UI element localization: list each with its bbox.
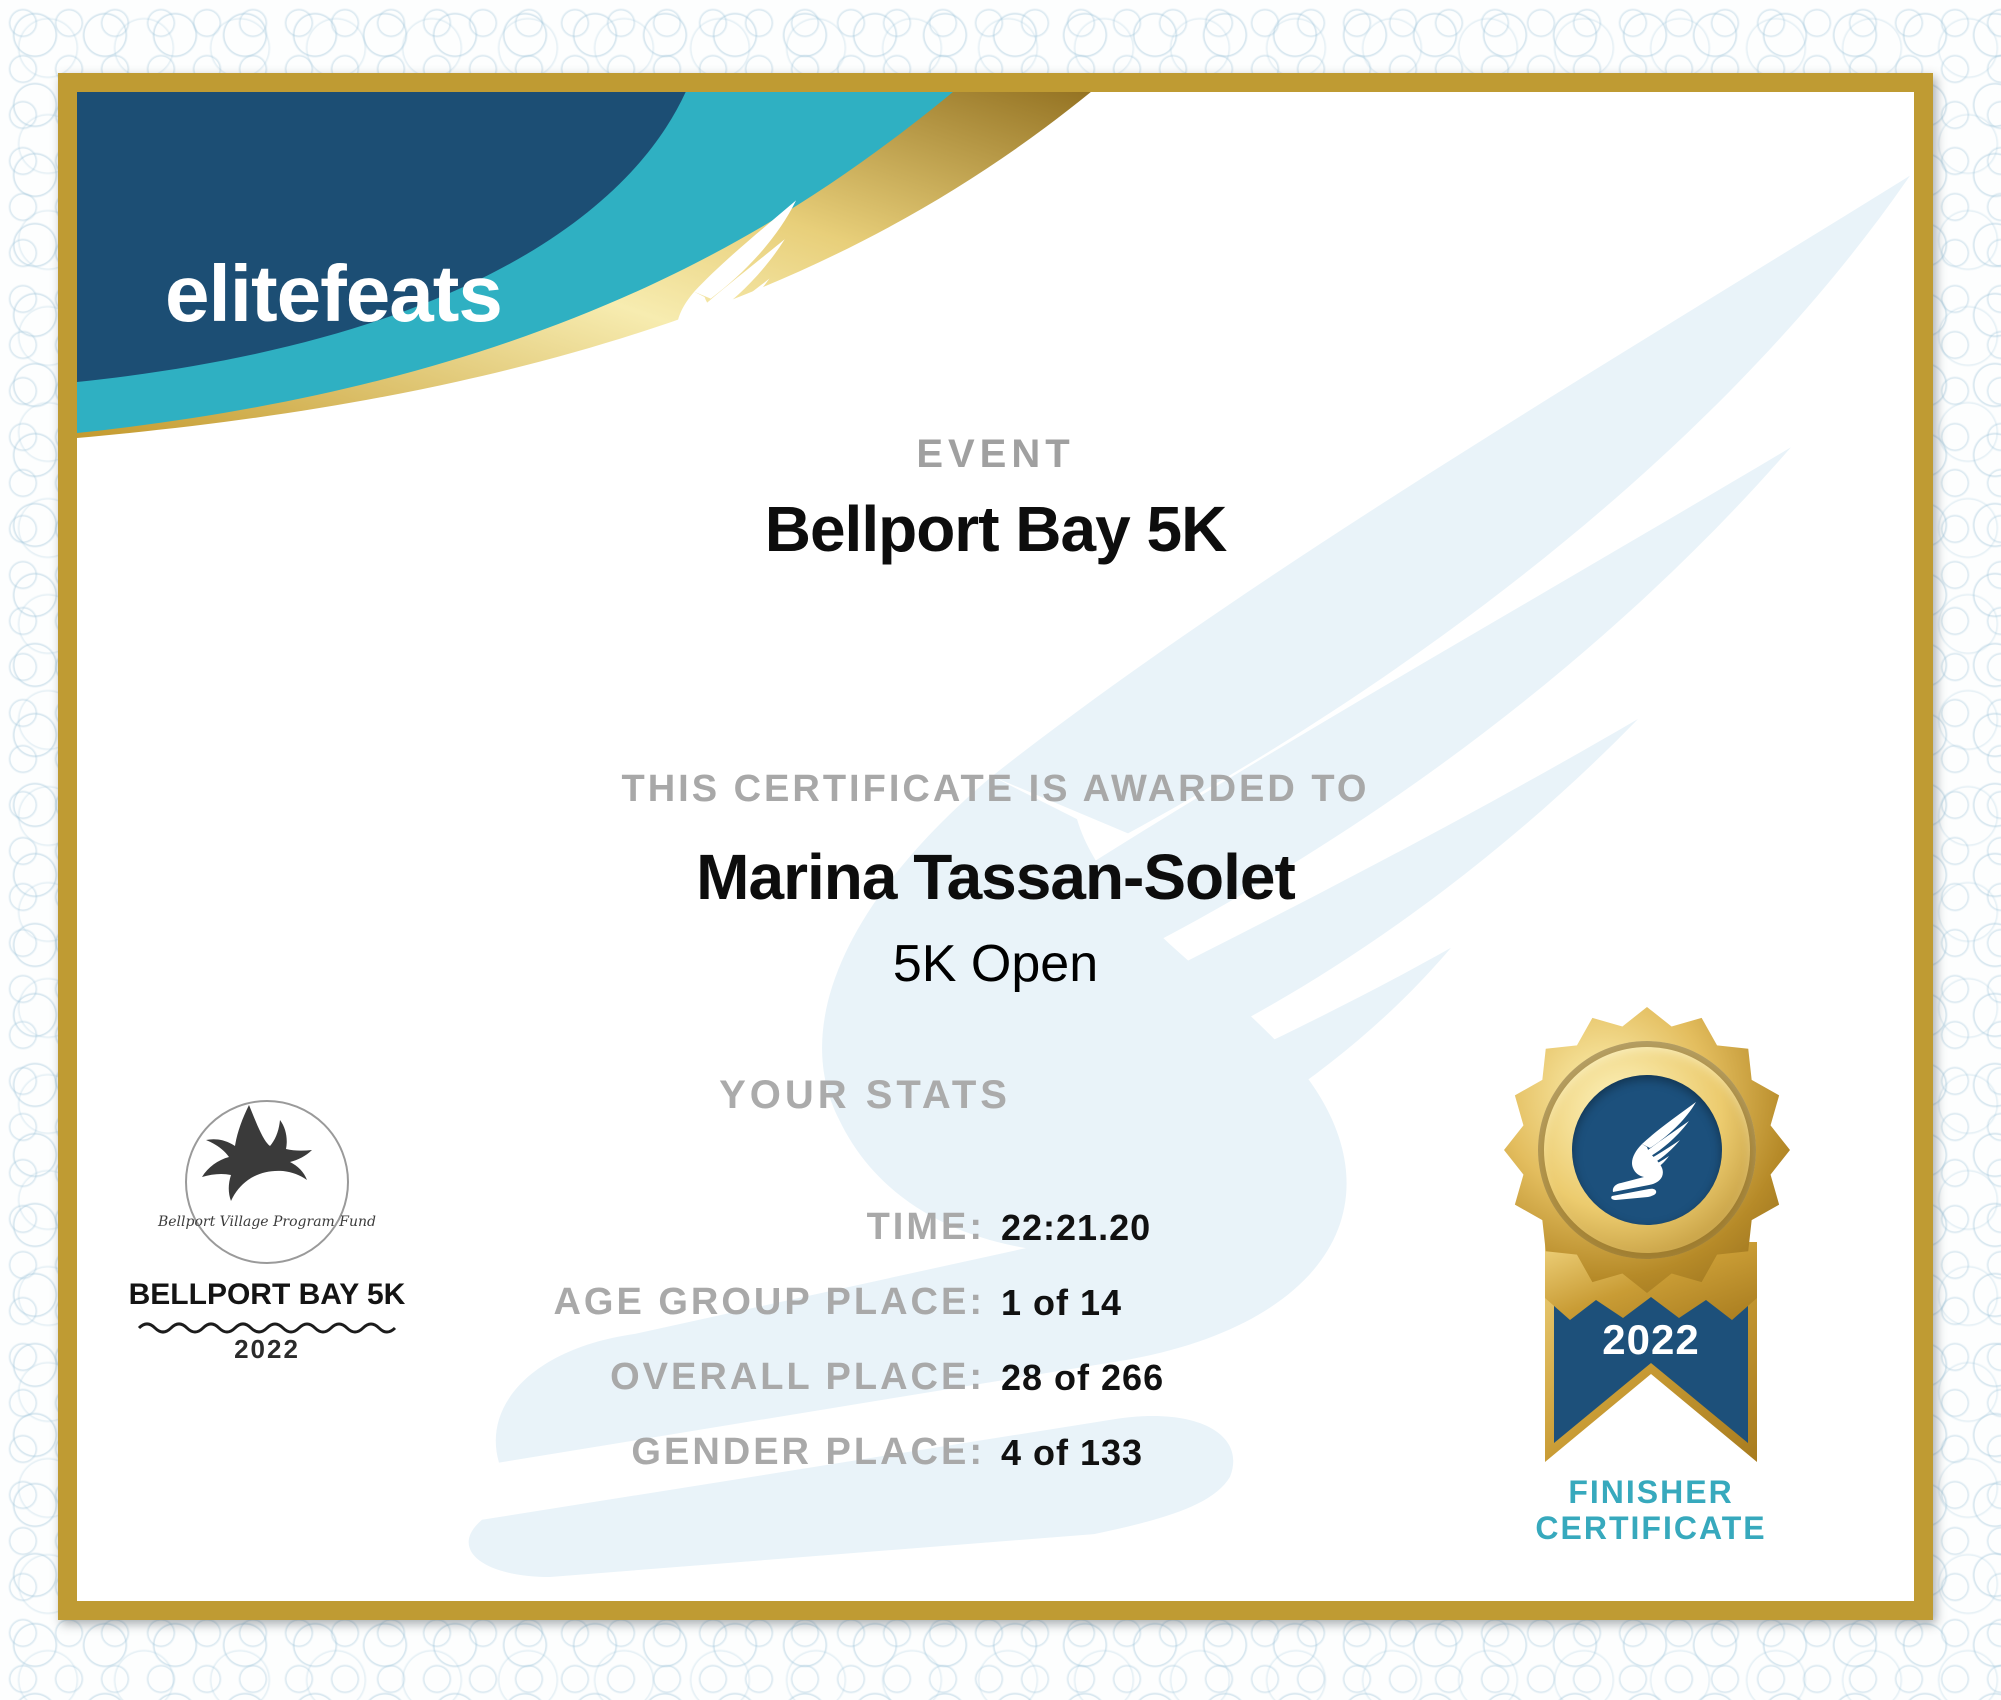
organization-name: Bellport Village Program Fund [157,1214,376,1230]
medal-badge [1504,1007,1790,1293]
wavy-underline [137,1320,397,1334]
awarded-to-label: THIS CERTIFICATE IS AWARDED TO [621,768,1370,810]
event-logo-title: BELLPORT BAY 5K [128,1278,406,1311]
brand-logo [165,188,865,448]
medal-ring [1538,1041,1756,1259]
division-name: 5K Open [892,935,1099,993]
stats-table [395,1190,1595,1490]
ribbon-year: 2022 [1602,1316,1700,1363]
event-name: Bellport Bay 5K [764,493,1227,565]
medal-core [1572,1075,1722,1225]
stat-value-overall-place: 28 of 266 [1001,1356,1165,1398]
stat-value-time: 22:21.20 [1001,1206,1152,1248]
stat-label-age-group-place: AGE GROUP PLACE: [553,1281,985,1323]
event-logo [117,1082,417,1412]
stat-value-gender-place: 4 of 133 [1001,1431,1144,1473]
finisher-caption [1501,1474,1801,1546]
winged-foot-icon [1597,1100,1697,1200]
brand-wordmark: elitefeats [165,249,502,338]
finisher-line2: CERTIFICATE [1535,1510,1767,1546]
event-label: EVENT [916,432,1075,476]
finisher-line1: FINISHER [1568,1474,1734,1510]
recipient-name: Marina Tassan-Solet [696,841,1295,913]
stats-heading: YOUR STATS [719,1073,1011,1117]
stat-label-time: TIME: [866,1206,985,1248]
certificate-frame [58,73,1933,1620]
stat-value-age-group-place: 1 of 14 [1001,1281,1123,1323]
winged-foot-icon [597,181,813,424]
osprey-bird-icon [187,1094,347,1224]
event-logo-year: 2022 [234,1334,300,1364]
stat-label-overall-place: OVERALL PLACE: [610,1356,985,1398]
stat-label-gender-place: GENDER PLACE: [631,1431,985,1473]
